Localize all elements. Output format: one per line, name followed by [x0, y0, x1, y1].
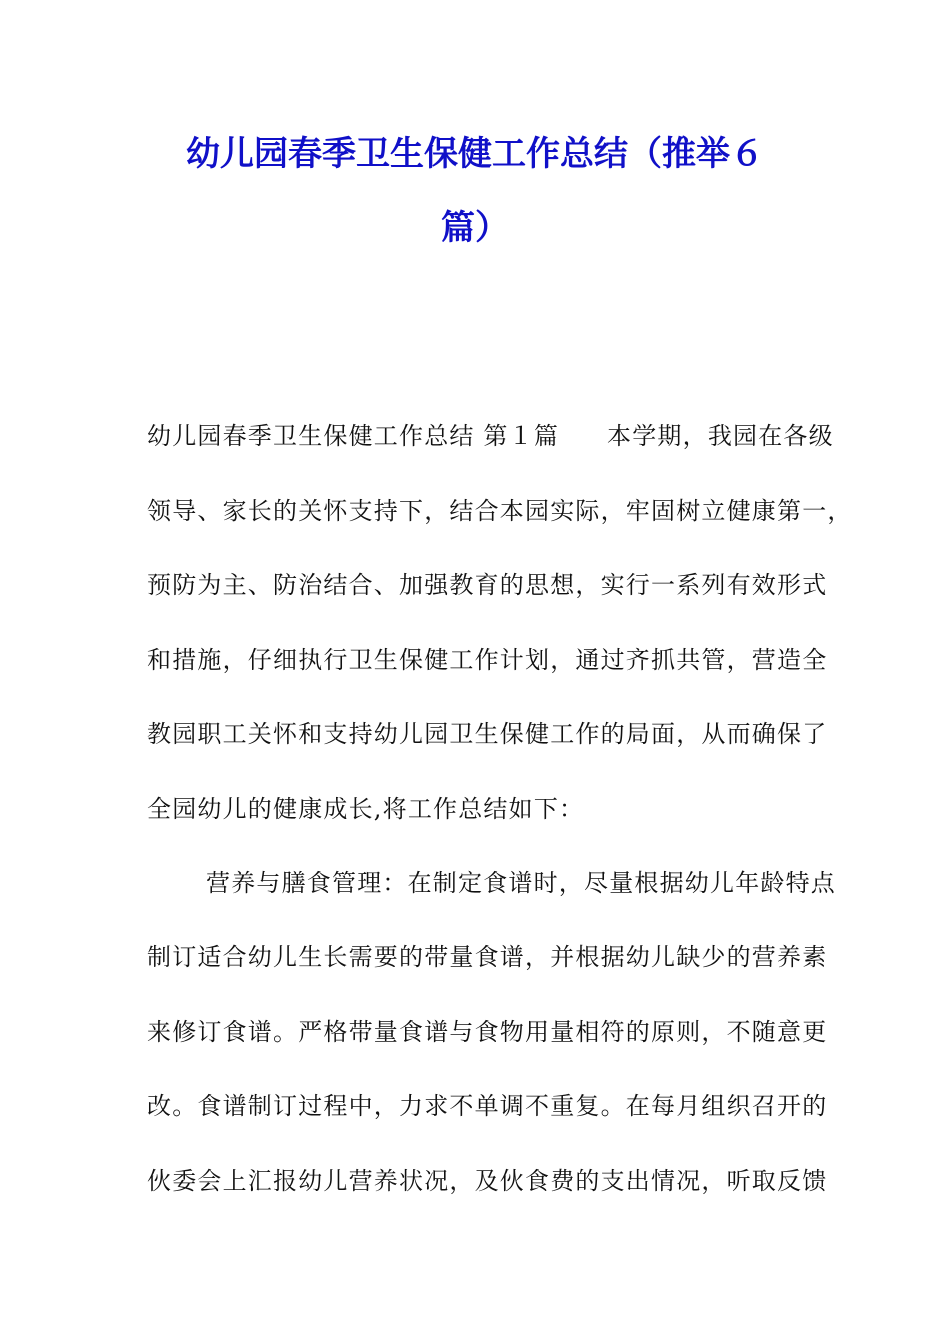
document-title-line-2: 篇）: [441, 208, 509, 248]
section-heading: 幼儿园春季卫生保健工作总结 第１篇: [147, 422, 560, 450]
body-line-8: 制订适合幼儿生长需要的带量食谱，并根据幼儿缺少的营养素: [147, 943, 828, 971]
body-line-3: 预防为主、防治结合、加强教育的思想，实行一系列有效形式: [147, 571, 828, 599]
body-line-6: 全园幼儿的健康成长,将工作总结如下：: [147, 795, 585, 823]
body-line-9: 来修订食谱。严格带量食谱与食物用量相符的原则，不随意更: [147, 1018, 828, 1046]
body-line-5: 教园职工关怀和支持幼儿园卫生保健工作的局面，从而确保了: [147, 720, 828, 748]
body-line-4: 和措施，仔细执行卫生保健工作计划，通过齐抓共管，营造全: [147, 646, 828, 674]
body-line-7: 营养与膳食管理：在制定食谱时，尽量根据幼儿年龄特点: [206, 869, 836, 897]
body-line-2: 领导、家长的关怀支持下，结合本园实际，牢固树立健康第一，: [147, 497, 853, 525]
body-line-11: 伙委会上汇报幼儿营养状况，及伙食费的支出情况，听取反馈: [147, 1167, 828, 1195]
paragraph-1-start: 本学期，我园在各级: [607, 422, 834, 450]
body-line-10: 改。食谱制订过程中，力求不单调不重复。在每月组织召开的: [147, 1092, 828, 1120]
body-line-1: [147, 420, 834, 452]
document-title-line-1: 幼儿园春季卫生保健工作总结（推举６: [186, 134, 764, 174]
